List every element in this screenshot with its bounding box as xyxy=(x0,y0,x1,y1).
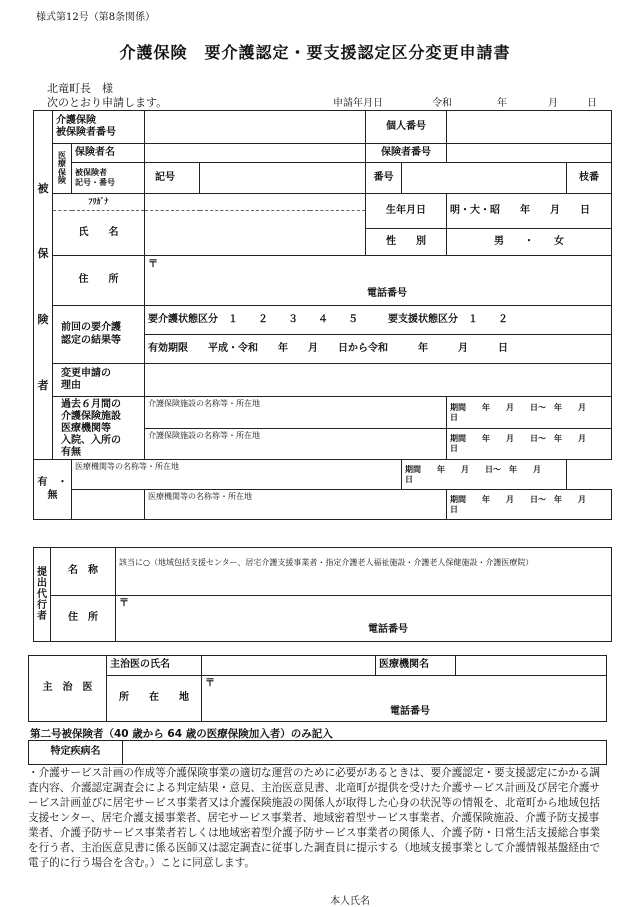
insurer-number-field[interactable] xyxy=(447,144,612,163)
facility-row-label[interactable]: 介護保険施設の名称等・所在地 xyxy=(145,397,447,429)
doctor-name-label: 主治医の氏名 xyxy=(107,656,202,676)
insurer-name-field[interactable] xyxy=(145,144,366,163)
facility-period[interactable]: 期間 年 月 日～ 年 月 日 xyxy=(402,460,567,490)
side-char: 保 xyxy=(37,247,49,261)
institution-field[interactable] xyxy=(456,656,607,676)
form-number: 様式第12号（第8条関係） xyxy=(36,12,156,23)
side-char: 被 xyxy=(37,181,49,195)
change-reason-field[interactable] xyxy=(145,364,612,397)
doctor-name-field[interactable] xyxy=(202,656,376,676)
medical-insurance-label: 医 療 保 険 xyxy=(53,144,72,194)
phone-label: 電話番号 xyxy=(367,288,407,299)
kigo-field[interactable] xyxy=(145,163,200,194)
proxy-address-label: 住 所 xyxy=(51,596,116,642)
postal-mark: 〒 xyxy=(205,678,215,689)
prev-result-label: 前回の要介護 認定の結果等 xyxy=(53,306,145,364)
date-year-unit: 年 xyxy=(497,98,507,109)
phone-label: 電話番号 xyxy=(390,706,430,717)
name-field[interactable] xyxy=(145,211,366,256)
facility-period[interactable]: 期間 年 月 日～ 年 月 日 xyxy=(447,429,612,460)
doctor-table xyxy=(28,655,607,722)
date-day-unit: 日 xyxy=(587,98,597,109)
furigana-label: ﾌﾘｶﾞﾅ xyxy=(53,194,145,211)
facility-row-label[interactable]: 介護保険施設の名称等・所在地 xyxy=(145,429,447,460)
insurer-name-label: 保険者名 xyxy=(72,144,145,163)
proxy-name-note: 該当に○（地域包括支援センター、居宅介護支援事業者・指定介護老人福祉施設・介護老人保健施設・介護医療院） xyxy=(119,558,534,567)
address-label: 住 所 xyxy=(53,256,145,306)
facility-period[interactable]: 期間 年 月 日～ 年 月 日 xyxy=(447,397,612,429)
insurer-number-label: 保険者番号 xyxy=(366,144,447,163)
insured-number-field[interactable] xyxy=(145,111,366,144)
postal-mark: 〒 xyxy=(148,259,158,270)
insured-table xyxy=(33,110,612,520)
side-char: 者 xyxy=(37,378,49,392)
birth-label: 生年月日 xyxy=(366,194,447,229)
sex-label: 性 別 xyxy=(366,229,447,256)
postal-mark: 〒 xyxy=(119,598,129,609)
insured-number-label: 介護保険 被保険者番号 xyxy=(53,111,145,144)
signature-label: 本人氏名 xyxy=(330,896,370,907)
edaban-label: 枝番 xyxy=(567,163,612,194)
facility-period[interactable]: 期間 年 月 日～ 年 月 日 xyxy=(447,490,612,520)
bango-label: 番号 xyxy=(366,163,402,194)
sex-value[interactable]: 男 ・ 女 xyxy=(447,229,612,256)
change-reason-label: 変更申請の 理由 xyxy=(53,364,145,397)
intro-text: 次のとおり申請します。 xyxy=(47,96,168,109)
doctor-label: 主 治 医 xyxy=(29,656,107,722)
proxy-address-field[interactable] xyxy=(116,596,612,642)
page-title: 介護保険 要介護認定・要支援認定区分変更申請書 xyxy=(119,43,511,62)
disease-table xyxy=(28,740,607,765)
application-date-label: 申請年月日 xyxy=(333,98,383,109)
care-level-line[interactable]: 要介護状態区分 １ ２ ３ ４ ５ 要支援状態区分 １ ２ xyxy=(145,306,612,335)
birth-value[interactable]: 明・大・昭 年 月 日 xyxy=(447,194,612,229)
kigo-value-field[interactable] xyxy=(200,163,366,194)
proxy-name-field[interactable] xyxy=(116,548,612,596)
facility-label: 過去６月間の 介護保険施設 医療機関等 入院、入所の 有無 xyxy=(53,397,145,460)
phone-label: 電話番号 xyxy=(368,624,408,635)
kigo-label: 記号 xyxy=(155,171,175,183)
side-char: 険 xyxy=(37,313,49,326)
institution-label: 医療機関名 xyxy=(376,656,456,676)
date-era: 令和 xyxy=(432,98,452,109)
bango-field[interactable] xyxy=(402,163,567,194)
proxy-side-label: 提 出 代 行 者 xyxy=(34,548,51,642)
insured-side-label xyxy=(34,111,53,460)
personal-number-label: 個人番号 xyxy=(366,111,447,144)
consent-text: ・介護サービス計画の作成等介護保険事業の適切な運営のために必要があるときは、要介護認定・要支援認定にかかる調査内容、介護認定調査会による判定結果・意見、主治医意見書、北竜町が提供を受けた介護サービス計画及び居宅介護サービス計画並びに居宅サービス事業者又は介護保険施設の関係人が取得した心身の状況等の情報を、北竜町から地域包括支援センター、居宅介護支援事業者、居宅サービス事業者、地域密着型サービス事業者、介護保険施設、介護予防支援事業者、介護予防サービス事業者若しくは地域密着型介護予防サービス事業者の関係人、介護予防・日常生活支援総合事業を行う者、主治医意見書に係る医師又は認定調査に従事した調査員に提示する（地域支援事業として介護情報基盤経由で電子的に行う場合を含む。）ことに同意します。 xyxy=(28,767,601,869)
disease-field[interactable] xyxy=(123,741,607,765)
name-label: 氏 名 xyxy=(53,211,145,256)
doctor-location-label: 所 在 地 xyxy=(107,676,202,722)
facility-row-label[interactable]: 医療機関等の名称等・所在地 xyxy=(72,460,402,490)
doctor-location-field[interactable] xyxy=(202,676,607,722)
yes-no-option[interactable]: 有 ・ 無 xyxy=(34,460,72,520)
proxy-table xyxy=(33,547,612,642)
address-field[interactable] xyxy=(145,256,612,306)
proxy-name-label: 名 称 xyxy=(51,548,116,596)
insured-kigo-label: 被保険者 記号・番号 xyxy=(72,163,145,194)
facility-row-label[interactable]: 医療機関等の名称等・所在地 xyxy=(145,490,447,520)
validity-line[interactable]: 有効期限 平成・令和 年 月 日から令和 年 月 日 xyxy=(145,335,612,364)
disease-label: 特定疾病名 xyxy=(29,741,123,765)
furigana-field[interactable] xyxy=(145,194,366,211)
date-month-unit: 月 xyxy=(548,98,558,109)
second-insured-note: 第二号被保険者（40 歳から 64 歳の医療保険加入者）のみ記入 xyxy=(30,728,333,740)
personal-number-field[interactable] xyxy=(447,111,612,144)
addressee: 北竜町長 様 xyxy=(47,82,113,95)
